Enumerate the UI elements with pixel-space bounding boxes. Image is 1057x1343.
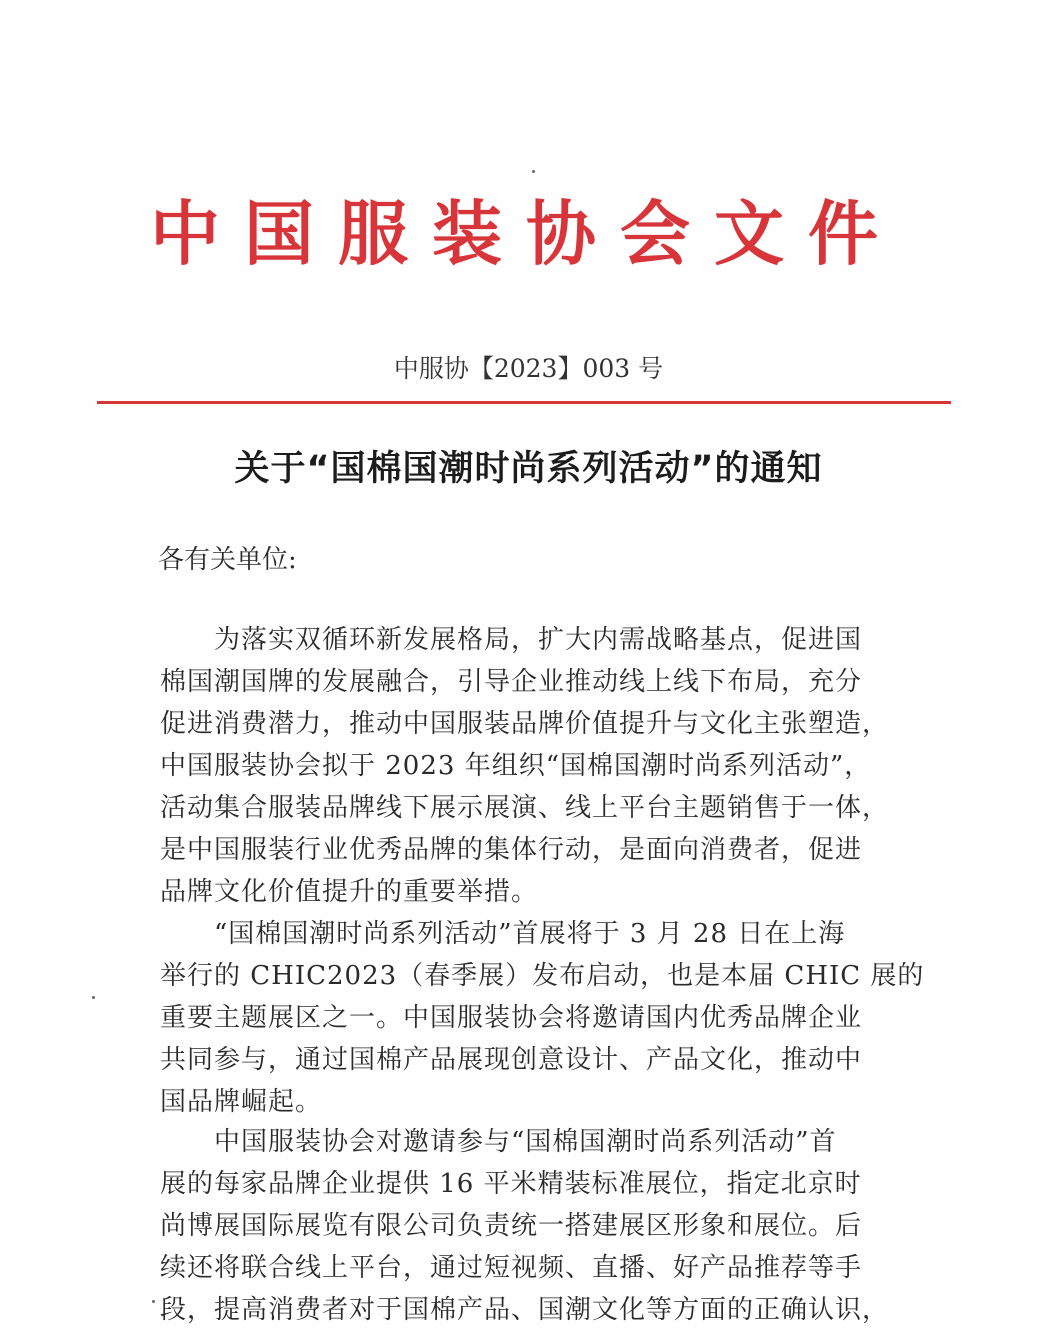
paragraph3-line: 展的每家品牌企业提供 16 平米精装标准展位，指定北京时	[160, 1169, 862, 1199]
salutation: 各有关单位:	[158, 545, 297, 575]
paragraph1-line: 活动集合服装品牌线下展示展演、线上平台主题销售于一体，	[160, 793, 890, 823]
paragraph1-line: 品牌文化价值提升的重要举措。	[160, 877, 539, 907]
paragraph2-line: 共同参与，通过国棉产品展现创意设计、产品文化，推动中	[160, 1045, 863, 1075]
paragraph2-line: 举行的 CHIC2023（春季展）发布启动，也是本届 CHIC 展的	[160, 961, 925, 991]
red-divider-rule	[97, 401, 951, 404]
notice-title: 关于“国棉国潮时尚系列活动”的通知	[234, 449, 823, 489]
paragraph1-line: 为落实双循环新发展格局，扩大内需战略基点，促进国	[214, 625, 863, 655]
paragraph3-line: 段，提高消费者对于国棉产品、国潮文化等方面的正确认识，	[160, 1295, 890, 1325]
paragraph1-line: 促进消费潜力，推动中国服装品牌价值提升与文化主张塑造，	[160, 709, 890, 739]
org-document-header: 中国服装协会文件	[150, 192, 902, 275]
paragraph1-line: 棉国潮国牌的发展融合，引导企业推动线上线下布局，充分	[160, 667, 863, 697]
paragraph2-line: “国棉国潮时尚系列活动”首展将于 3 月 28 日在上海	[214, 919, 846, 949]
paragraph2-line: 国品牌崛起。	[160, 1087, 323, 1117]
paragraph1-line: 中国服装协会拟于 2023 年组织“国棉国潮时尚系列活动”，	[160, 751, 872, 781]
paragraph3-line: 中国服装协会对邀请参与“国棉国潮时尚系列活动”首	[214, 1127, 837, 1157]
paragraph1-line: 是中国服装行业优秀品牌的集体行动，是面向消费者，促进	[160, 835, 863, 865]
scan-speck	[532, 170, 535, 173]
scan-speck	[92, 996, 95, 999]
paragraph3-line: 尚博展国际展览有限公司负责统一搭建展区形象和展位。后	[160, 1211, 863, 1241]
paragraph3-line: 续还将联合线上平台，通过短视频、直播、好产品推荐等手	[160, 1253, 863, 1283]
document-number: 中服协【2023】003 号	[393, 354, 664, 383]
paragraph2-line: 重要主题展区之一。中国服装协会将邀请国内优秀品牌企业	[160, 1003, 863, 1033]
scan-speck	[152, 1300, 155, 1303]
